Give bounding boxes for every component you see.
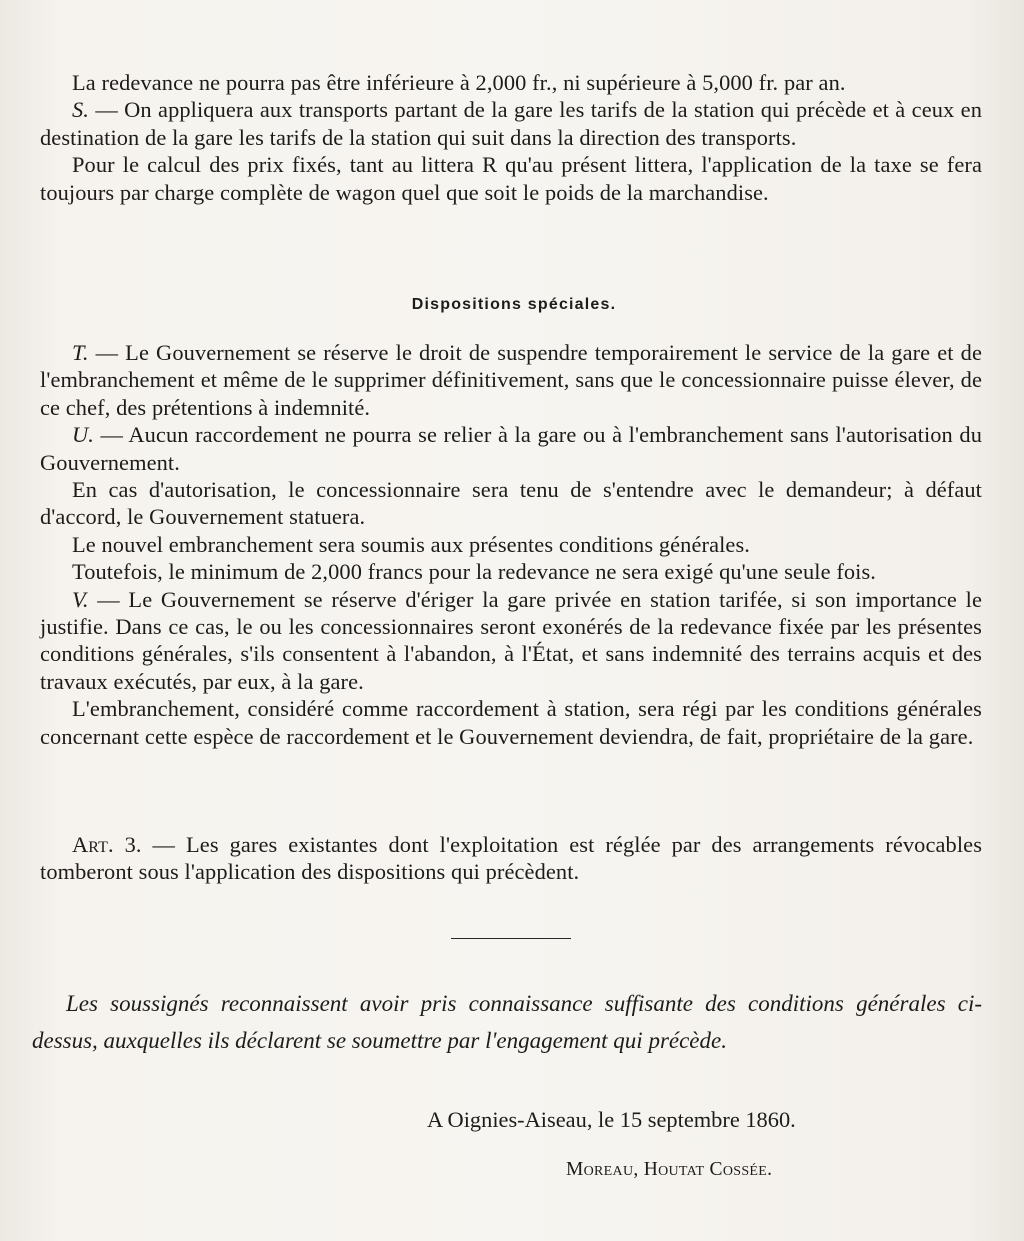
separator-rule [451,938,571,939]
article-text: — Les gares existantes dont l'exploitation est réglée par des arrangements révocables tomberont sous l'application des dispositions qui précèdent. [40,832,983,885]
paragraph-text: — Le Gouvernement se réserve le droit de suspendre temporairement le service de la gare et de l'embranchement et même de le supprimer définitivement, sans que le concessionnaire puisse élever, de ce chef, des prétentions à indemnité. [40,340,982,420]
paragraph-article-3 [40,831,982,886]
special-provisions [40,339,982,750]
paragraph-text: — Le Gouvernement se réserve d'ériger la gare privée en station tarifée, si son importance le justifie. Dans ce cas, le ou les concessionnaires seront exonérés de la redevance fixée par les présentes conditions générales, s'ils consentent à l'abandon, à l'État, et sans indemnité des terrains acquis et des travaux exécutés, par eux, à la gare. [40,586,982,694]
paragraph-autorisation [40,476,982,531]
paragraph-text: En cas d'autorisation, le concessionnaire sera tenu de s'entendre avec le demandeur; à défaut d'accord, le Gouvernement statuera. [40,477,982,530]
article-label: Art. 3. [72,832,142,857]
closing-statement: Les soussignés reconnaissent avoir pris connaissance suffisante des conditions générales ci-dessus, auxquelles ils déclarent se soumettre par l'engagement qui précède. [32,991,982,1053]
paragraph-minimum [40,558,982,585]
paragraph-calcul-prix [40,151,982,206]
paragraph-text: Le nouvel embranchement sera soumis aux présentes conditions générales. [72,531,750,557]
paragraph-label: V. [72,586,89,612]
paragraph-label: U. [72,422,94,448]
section-heading: Dispositions spéciales. [411,296,617,313]
paragraph-text: L'embranchement, considéré comme raccordement à station, sera régi par les conditions générales concernant cette espèce de raccordement et le Gouvernement deviendra, de fait, propriétaire de la gare. [40,696,982,749]
paragraph-redevance [40,69,982,96]
paragraph-text: — Aucun raccordement ne pourra se relier à la gare ou à l'embranchement sans l'autorisation du Gouvernement. [40,422,982,475]
opening-paragraphs [40,69,982,206]
paragraph-s-tarifs [40,96,982,151]
signatories: Moreau, Houtat Cossée. [566,1159,773,1180]
paragraph-label: T. [72,340,89,365]
paragraph-text: Pour le calcul des prix fixés, tant au littera R qu'au présent littera, l'application de la taxe se fera toujours par charge complète de wagon quel que soit le poids de la marchandise. [40,152,982,205]
paragraph-t-suspension [40,339,982,421]
paragraph-embranchement-station [40,695,982,750]
place-date: A Oignies-Aiseau, le 15 septembre 1860. [427,1107,796,1132]
paragraph-v-station [40,586,982,696]
paragraph-nouvel-embranchement [40,531,982,558]
paragraph-text: La redevance ne pourra pas être inférieure à 2,000 fr., ni supérieure à 5,000 fr. par an. [72,70,846,95]
paragraph-u-raccordement [40,421,982,476]
paragraph-text: Toutefois, le minimum de 2,000 francs pour la redevance ne sera exigé qu'une seule fois. [72,559,877,585]
paragraph-text: — On appliquera aux transports partant de la gare les tarifs de la station qui précède et à ceux en destination de la gare les tarifs de la station qui suit dans la direction des transports. [40,97,982,150]
paragraph-label: S. [72,97,89,123]
article-3 [40,831,982,886]
